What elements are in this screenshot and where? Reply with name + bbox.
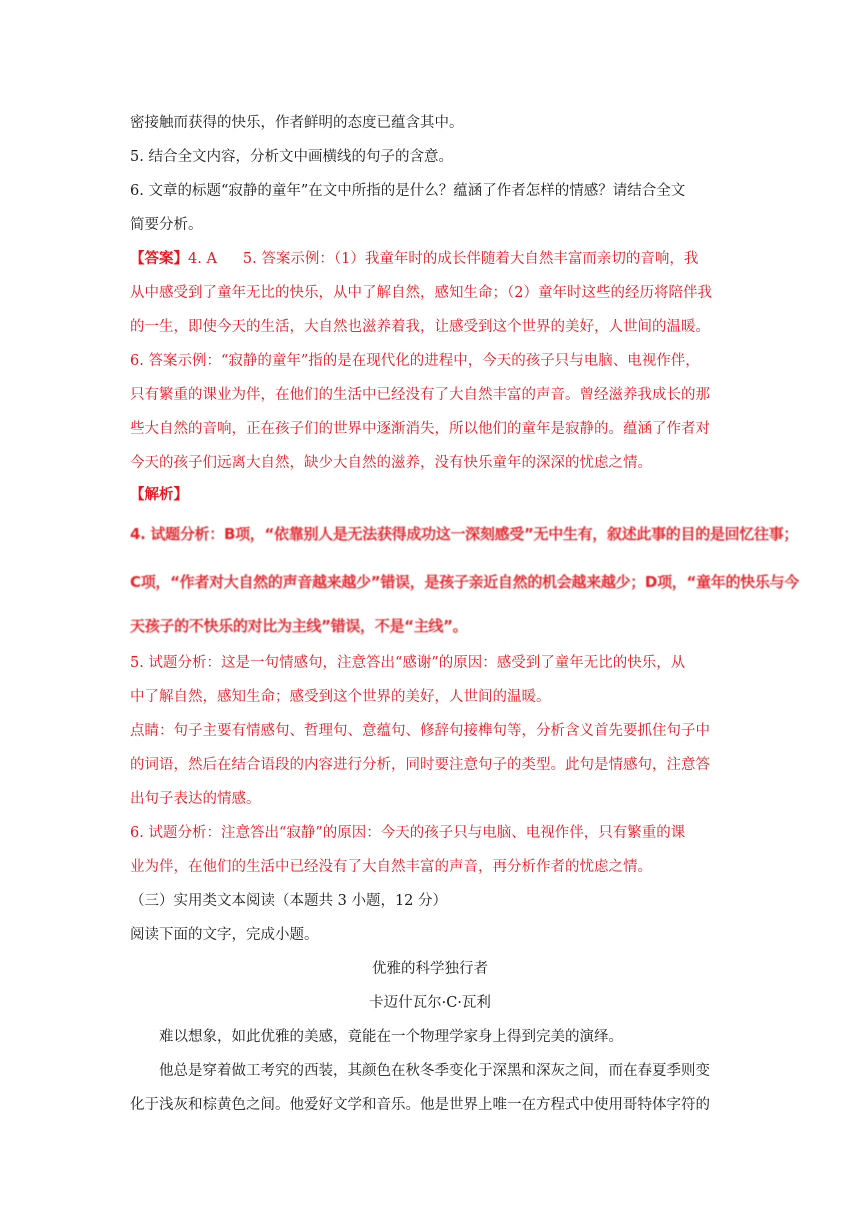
- tip-line-3: 出句子表达的情感。: [130, 791, 261, 807]
- analysis-4-line-3: 天孩子的不快乐的对比为主线”错误，不是“主线”。: [130, 617, 468, 635]
- answer-5-line-1: 5. 答案示例：（1）我童年时的成长伴随着大自然丰富而亲切的音响，我: [242, 251, 699, 267]
- analysis-6-line-1: 6. 试题分析：注意答出“寂静”的原因：今天的孩子只与电脑、电视作伴，只有繁重的课: [130, 825, 686, 841]
- answer-6-line-2: 只有繁重的课业为伴，在他们的生活中已经没有了大自然丰富的声音。曾经滋养我成长的那: [130, 387, 710, 403]
- analysis-5-line-1: 5. 试题分析：这是一句情感句，注意答出“感谢”的原因：感受到了童年无比的快乐，从: [130, 655, 686, 671]
- answer-line-1: [130, 242, 730, 276]
- tip-line-2: 的词语，然后在结合语段的内容进行分析，同时要注意句子的类型。此句是情感句，注意答: [130, 757, 710, 773]
- analysis-6-line-2: 业为伴，在他们的生活中已经没有了大自然丰富的声音，再分析作者的忧虑之情。: [130, 859, 652, 875]
- question-6: 6. 文章的标题“寂静的童年”在文中所指的是什么？蕴涵了作者怎样的情感？请结合全文: [130, 183, 686, 199]
- answer-6-line-3: 些大自然的音响，正在孩子们的世界中逐渐消失，所以他们的童年是寂静的。蕴涵了作者对: [130, 421, 710, 437]
- answer-label: 【答案】: [130, 250, 188, 267]
- question-5: 5. 结合全文内容，分析文中画横线的句子的含意。: [130, 149, 453, 165]
- answer-6-line-1: 6. 答案示例：“寂静的童年”指的是在现代化的进程中，今天的孩子只与电脑、电视作伴，: [130, 353, 700, 369]
- section-instruction: 阅读下面的文字，完成小题。: [130, 927, 319, 943]
- article-author: 卡迈什瓦尔·C·瓦利: [369, 995, 491, 1011]
- article-paragraph-2-line-2: 化于浅灰和棕黄色之间。他爱好文学和音乐。他是世界上唯一在方程式中使用哥特体字符的: [130, 1097, 710, 1113]
- tip-line-1: 点睛：句子主要有情感句、哲理句、意蕴句、修辞句接榫句等，分析含义首先要抓住句子中: [130, 723, 710, 739]
- document-body: [130, 106, 799, 1122]
- article-title: 优雅的科学独行者: [372, 961, 488, 977]
- answer-4: 4. A: [188, 251, 217, 267]
- answer-6-line-4: 今天的孩子们远离大自然，缺少大自然的滋养，没有快乐童年的深深的忧虑之情。: [130, 455, 652, 471]
- question-6-cont: 简要分析。: [130, 217, 203, 233]
- analysis-label: 【解析】: [130, 486, 188, 503]
- answer-5-line-3: 的一生，即使今天的生活，大自然也滋养着我，让感受到这个世界的美好，人世间的温暖。: [130, 319, 710, 335]
- article-paragraph-2-line-1: 他总是穿着做工考究的西装，其颜色在秋冬季变化于深黑和深灰之间，而在春夏季则变: [159, 1063, 710, 1079]
- article-paragraph-1: 难以想象，如此优雅的美感，竟能在一个物理学家身上得到完美的演绎。: [159, 1029, 623, 1045]
- analysis-4-line-2: C项，“作者对大自然的声音越来越少”错误，是孩子亲近自然的机会越来越少；D项，“童年的快乐与今: [130, 573, 799, 591]
- text-line: 密接触而获得的快乐，作者鲜明的态度已蕴含其中。: [130, 115, 464, 131]
- section-heading: （三）实用类文本阅读（本题共 3 小题，12 分）: [130, 893, 448, 909]
- analysis-5-line-2: 中了解自然，感知生命；感受到这个世界的美好，人世间的温暖。: [130, 689, 551, 705]
- analysis-4-line-1: 4. 试题分析：B项，“依靠别人是无法获得成功这一深刻感受”无中生有，叙述此事的目的是回忆往事；: [130, 525, 799, 543]
- answer-5-line-2: 从中感受到了童年无比的快乐，从中了解自然，感知生命；（2）童年时这些的经历将陪伴我: [130, 285, 712, 301]
